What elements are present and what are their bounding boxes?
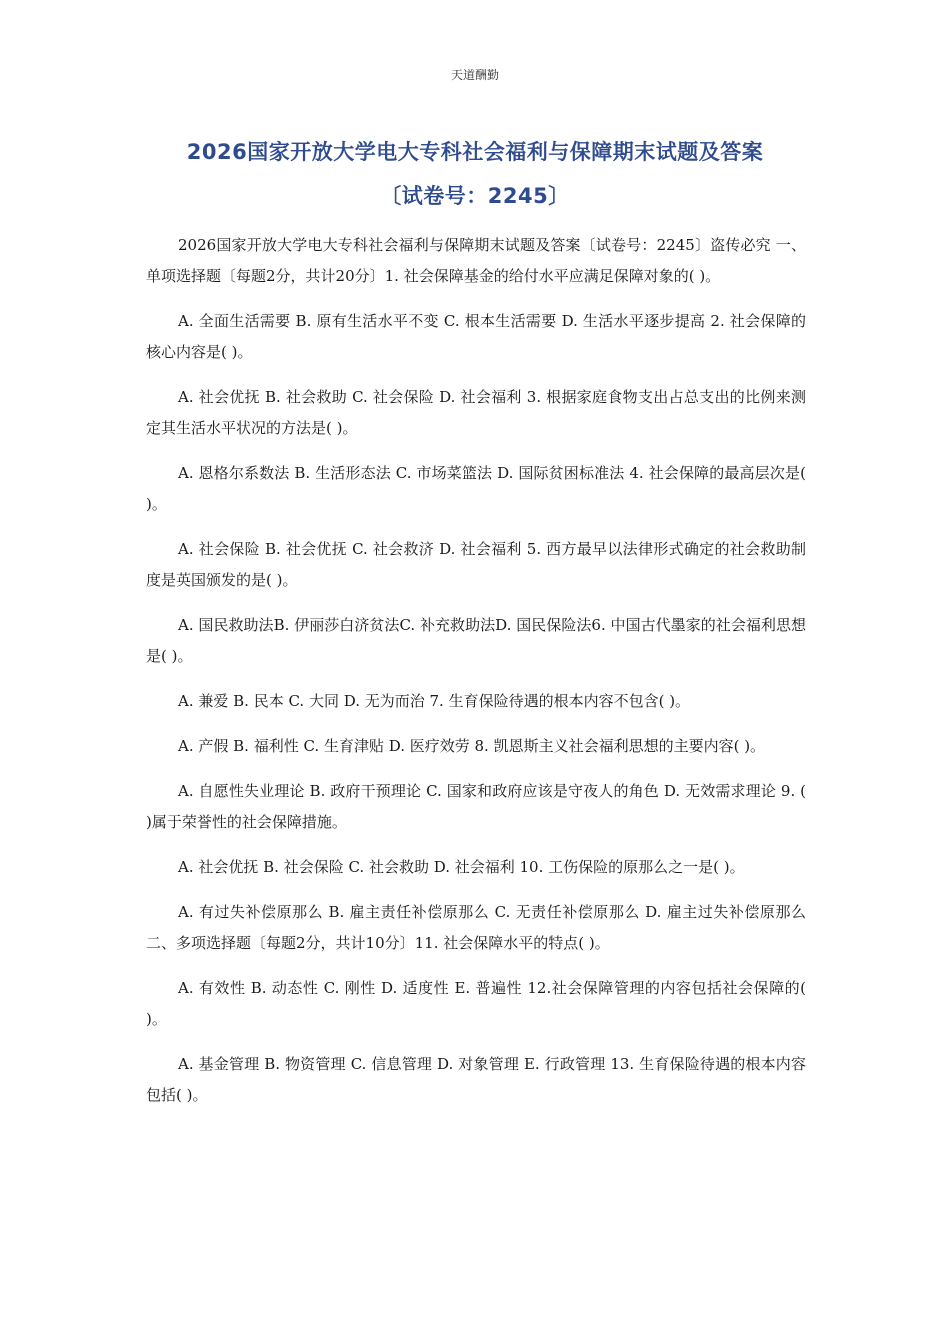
paragraph: A. 基金管理 B. 物资管理 C. 信息管理 D. 对象管理 E. 行政管理 13. 生育保险待遇的根本内容包括( )。 [146, 1055, 806, 1104]
paragraph: A. 社会优抚 B. 社会救助 C. 社会保险 D. 社会福利 3. 根据家庭食物支出占总支出的比例来测定其生活水平状况的方法是( )。 [146, 388, 806, 437]
paragraph: A. 兼爱 B. 民本 C. 大同 D. 无为而治 7. 生育保险待遇的根本内容不包含( )。 [178, 692, 691, 710]
paragraph: A. 国民救助法B. 伊丽莎白济贫法C. 补充救助法D. 国民保险法6. 中国古代墨家的社会福利思想是( )。 [146, 616, 806, 665]
document-title: 2026国家开放大学电大专科社会福利与保障期末试题及答案 [186, 140, 764, 164]
paragraph: A. 自愿性失业理论 B. 政府干预理论 C. 国家和政府应该是守夜人的角色 D. 无效需求理论 9. ( )属于荣誉性的社会保障措施。 [146, 782, 806, 831]
document-subtitle: 〔试卷号：2245〕 [380, 184, 570, 208]
paragraph: A. 社会保险 B. 社会优抚 C. 社会救济 D. 社会福利 5. 西方最早以法律形式确定的社会救助制度是英国颁发的是( )。 [146, 540, 806, 589]
paragraph: A. 恩格尔系数法 B. 生活形态法 C. 市场菜篮法 D. 国际贫困标准法 4. 社会保障的最高层次是( )。 [146, 464, 806, 513]
paragraph: A. 有效性 B. 动态性 C. 刚性 D. 适度性 E. 普遍性 12.社会保障管理的内容包括社会保障的( )。 [146, 979, 806, 1028]
document-body [146, 230, 806, 1125]
paragraph: A. 社会优抚 B. 社会保险 C. 社会救助 D. 社会福利 10. 工伤保险的原那么之一是( )。 [178, 858, 745, 876]
paragraph: A. 产假 B. 福利性 C. 生育津贴 D. 医疗效劳 8. 凯恩斯主义社会福利思想的主要内容( )。 [178, 737, 766, 755]
paragraph: 2026国家开放大学电大专科社会福利与保障期末试题及答案〔试卷号：2245〕盗传必究 一、单项选择题〔每题2分，共计20分〕1. 社会保障基金的给付水平应满足保障对象的( )。 [146, 236, 806, 285]
paragraph: A. 有过失补偿原那么 B. 雇主责任补偿原那么 C. 无责任补偿原那么 D. 雇主过失补偿原那么 二、多项选择题〔每题2分，共计10分〕11. 社会保障水平的特点( )。 [146, 903, 806, 952]
page-header: 天道酬勤 [450, 68, 499, 82]
paragraph: A. 全面生活需要 B. 原有生活水平不变 C. 根本生活需要 D. 生活水平逐步提高 2. 社会保障的核心内容是( )。 [146, 312, 806, 361]
